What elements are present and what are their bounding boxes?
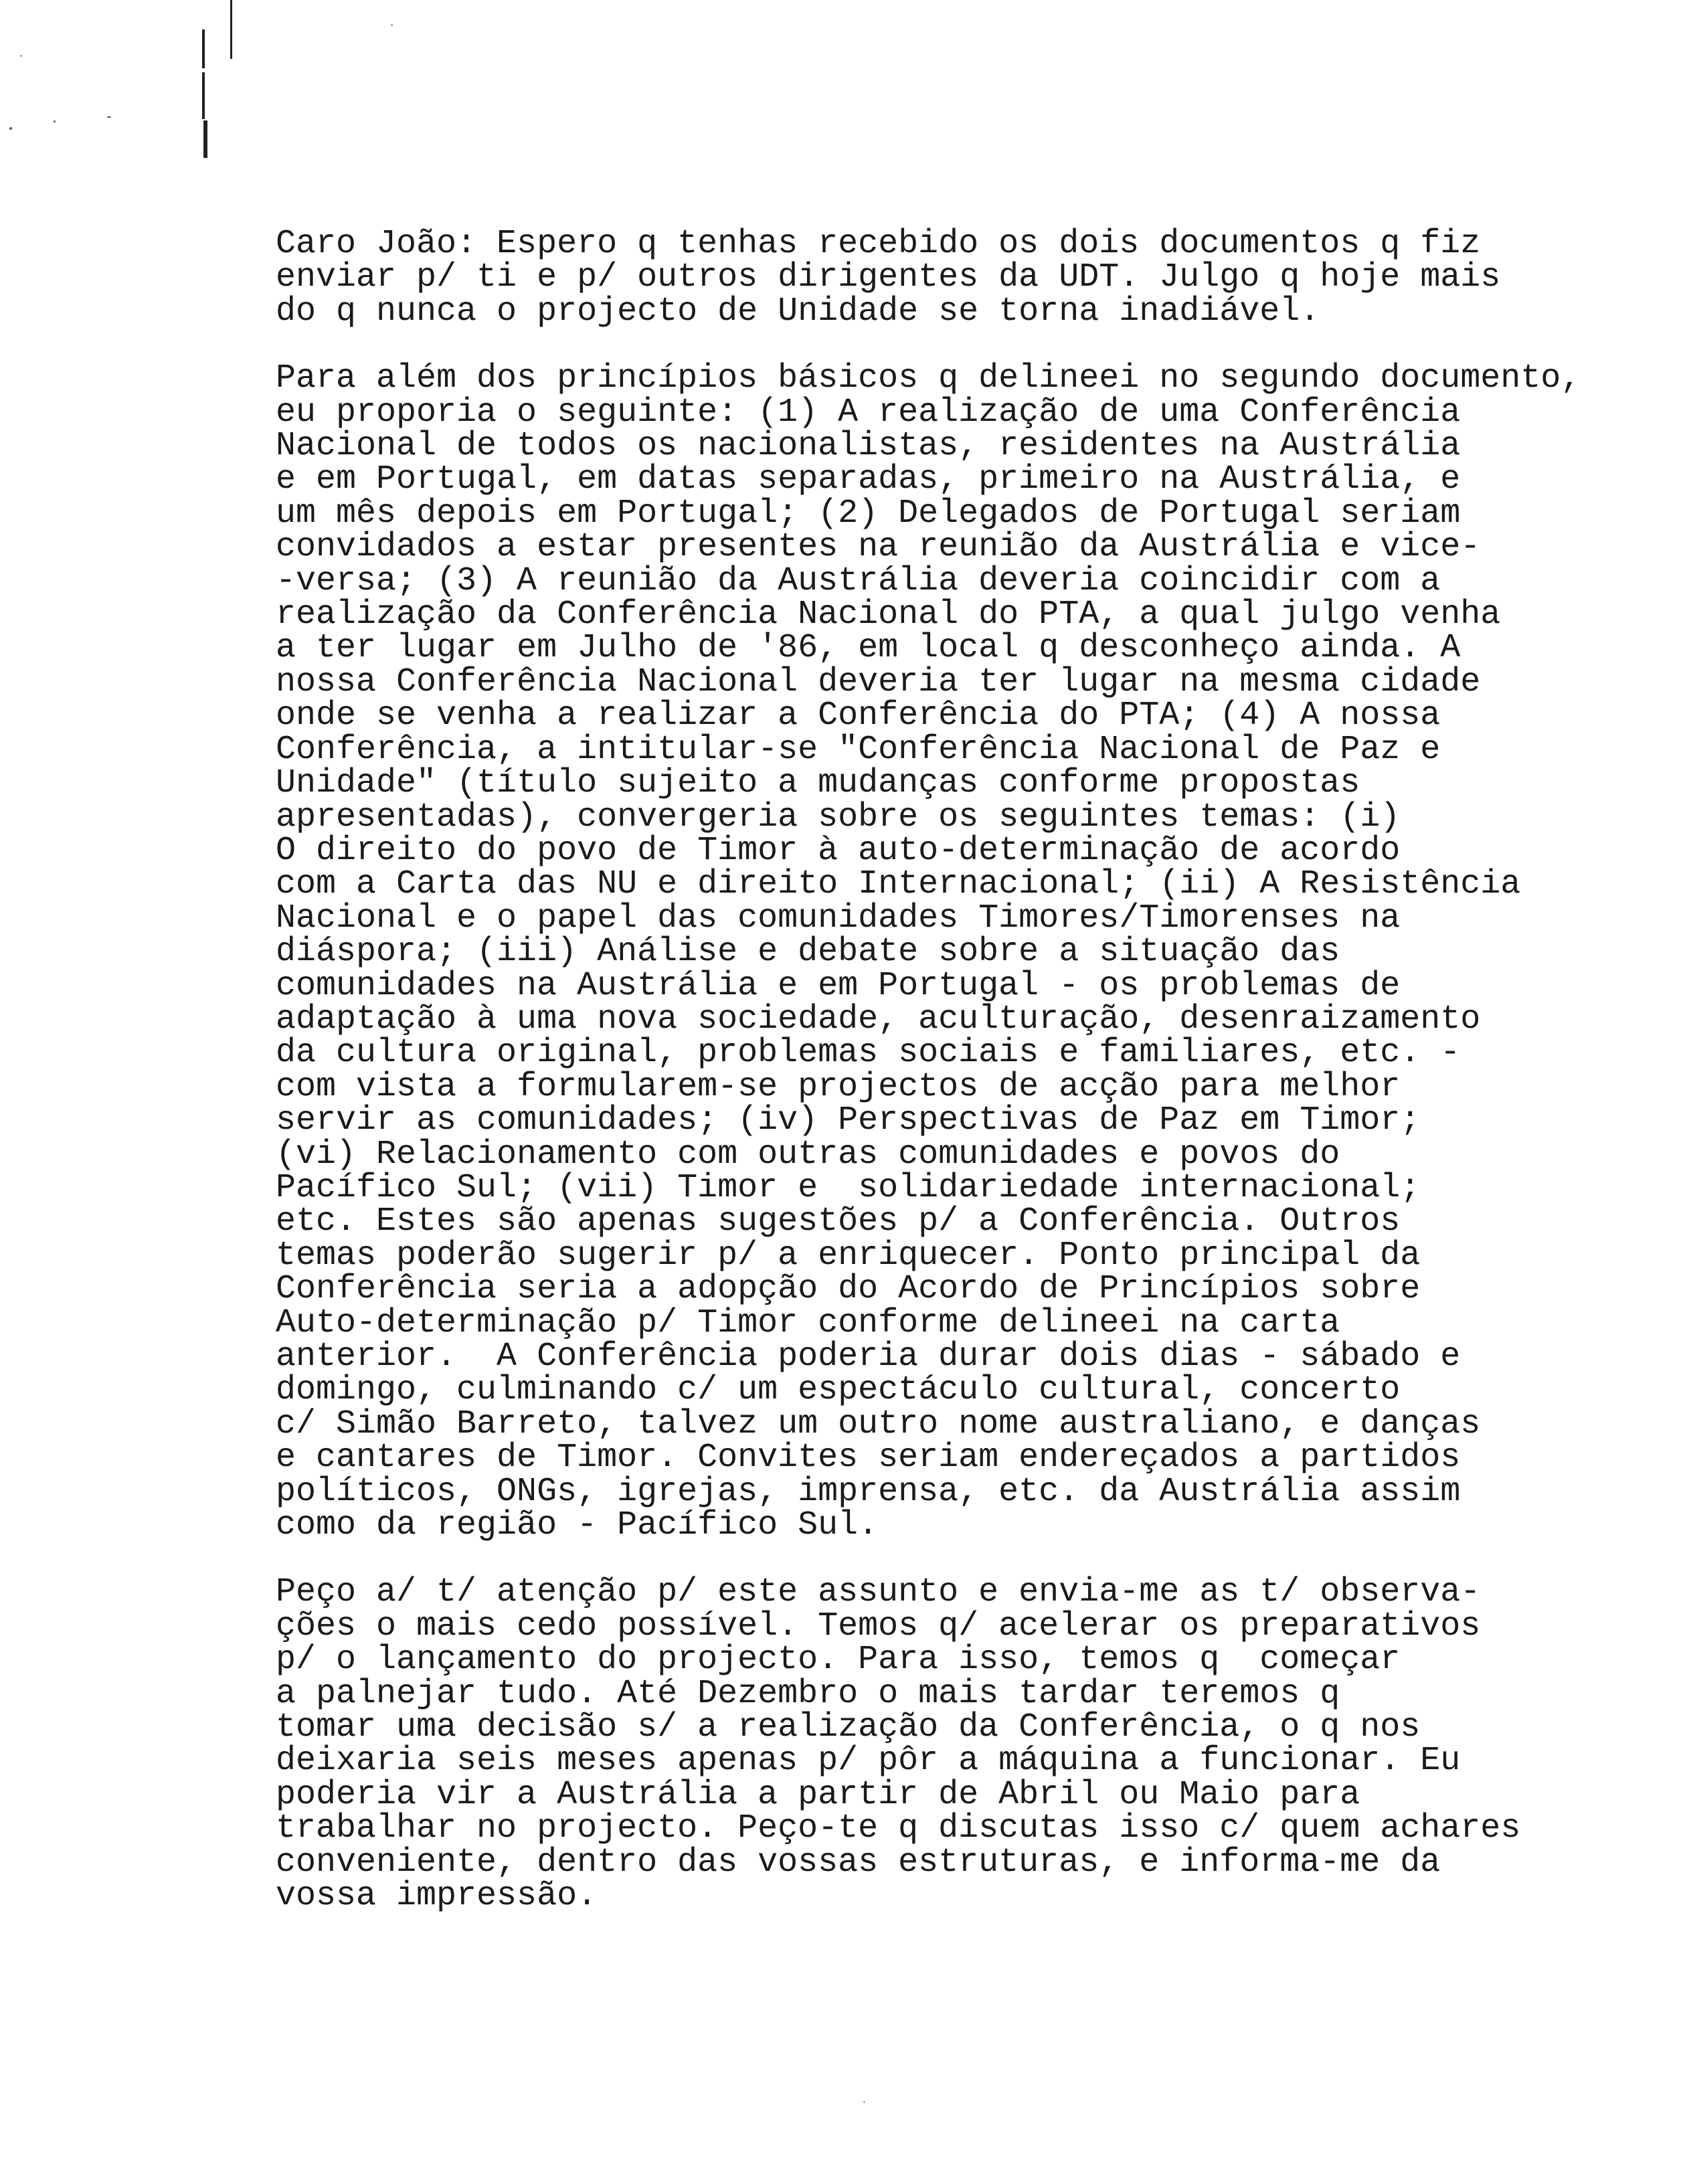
text-line: trabalhar no projecto. Peço-te q discutas isso c/ quem achares <box>276 1809 1521 1848</box>
text-line: a ter lugar em Julho de '86, em local q desconheço ainda. A <box>276 629 1461 668</box>
text-line: poderia vir a Austrália a partir de Abril ou Maio para <box>276 1775 1360 1814</box>
text-line: com a Carta das NU e direito Internacional; (ii) A Resistência <box>276 865 1521 904</box>
text-line: (vi) Relacionamento com outras comunidades e povos do <box>276 1135 1340 1174</box>
text-line: onde se venha a realizar a Conferência do PTA; (4) A nossa <box>276 697 1441 735</box>
text-line: Conferência, a intitular-se "Conferência Nacional de Paz e <box>276 730 1441 769</box>
text-line: políticos, ONGs, igrejas, imprensa, etc. da Austrália assim <box>276 1472 1461 1511</box>
text-line: c/ Simão Barreto, talvez um outro nome australiano, e danças <box>276 1404 1481 1443</box>
text-line: da cultura original, problemas sociais e familiares, etc. - <box>276 1034 1461 1073</box>
text-line: Auto-determinação p/ Timor conforme delineei na carta <box>276 1303 1340 1342</box>
scan-artifact-mark <box>203 120 207 158</box>
text-line: convidados a estar presentes na reunião da Austrália e vice- <box>276 528 1481 567</box>
text-line: Nacional e o papel das comunidades Timores/Timorenses na <box>276 899 1401 937</box>
scan-speck <box>20 55 22 57</box>
text-line: domingo, culminando c/ um espectáculo cultural, concerto <box>276 1371 1401 1410</box>
text-line: Pacífico Sul; (vii) Timor e solidariedade internacional; <box>276 1168 1421 1207</box>
text-line: ções o mais cedo possível. Temos q/ acelerar os preparativos <box>276 1607 1481 1645</box>
text-line: diáspora; (iii) Análise e debate sobre a situação das <box>276 933 1340 972</box>
text-line: nossa Conferência Nacional deveria ter lugar na mesma cidade <box>276 662 1481 701</box>
text-line: etc. Estes são apenas sugestões p/ a Conferência. Outros <box>276 1202 1401 1241</box>
text-line: Peço a/ t/ atenção p/ este assunto e envia-me as t/ observa- <box>276 1573 1481 1612</box>
text-line: -versa; (3) A reunião da Austrália deveria coincidir com a <box>276 561 1441 600</box>
text-line: tomar uma decisão s/ a realização da Conferência, o q nos <box>276 1708 1421 1747</box>
text-line: Caro João: Espero q tenhas recebido os dois documentos q fiz <box>276 225 1481 263</box>
text-line: adaptação à uma nova sociedade, aculturação, desenraizamento <box>276 1000 1481 1038</box>
letter-paragraph <box>276 227 1654 329</box>
scan-artifact-mark <box>202 29 205 68</box>
text-line: um mês depois em Portugal; (2) Delegados de Portugal seriam <box>276 494 1461 533</box>
letter-body <box>276 227 1654 1914</box>
scan-artifact-mark <box>230 0 232 59</box>
text-line: comunidades na Austrália e em Portugal - os problemas de <box>276 966 1401 1005</box>
text-line: vossa impressão. <box>276 1877 598 1916</box>
text-line: O direito do povo de Timor à auto-determinação de acordo <box>276 831 1401 870</box>
text-line: eu proporia o seguinte: (1) A realização de uma Conferência <box>276 393 1461 432</box>
text-line: como da região - Pacífico Sul. <box>276 1506 879 1545</box>
scan-speck <box>54 120 56 122</box>
scan-artifact-mark <box>202 72 205 119</box>
text-line: a palnejar tudo. Até Dezembro o mais tardar teremos q <box>276 1674 1340 1713</box>
scan-speck <box>9 127 12 130</box>
text-line: conveniente, dentro das vossas estruturas, e informa-me da <box>276 1843 1441 1882</box>
scan-speck <box>107 116 111 118</box>
text-line: apresentadas), convergeria sobre os seguintes temas: (i) <box>276 798 1401 836</box>
text-line: servir as comunidades; (iv) Perspectivas de Paz em Timor; <box>276 1101 1421 1140</box>
text-line: p/ o lançamento do projecto. Para isso, temos q começar <box>276 1641 1401 1679</box>
text-line: do q nunca o projecto de Unidade se torna inadiável. <box>276 292 1320 331</box>
text-line: realização da Conferência Nacional do PTA, a qual julgo venha <box>276 596 1501 634</box>
text-line: Unidade" (título sujeito a mudanças conforme propostas <box>276 764 1360 803</box>
text-line: temas poderão sugerir p/ a enriquecer. Ponto principal da <box>276 1236 1421 1275</box>
text-line: Para além dos princípios básicos q delineei no segundo documento, <box>276 359 1581 398</box>
text-line: Conferência seria a adopção do Acordo de Princípios sobre <box>276 1270 1421 1309</box>
text-line: enviar p/ ti e p/ outros dirigentes da UDT. Julgo q hoje mais <box>276 258 1501 297</box>
text-line: com vista a formularem-se projectos de acção para melhor <box>276 1067 1401 1106</box>
scan-speck <box>391 24 393 26</box>
text-line: Nacional de todos os nacionalistas, residentes na Austrália <box>276 427 1461 466</box>
text-line: deixaria seis meses apenas p/ pôr a máquina a funcionar. Eu <box>276 1742 1461 1781</box>
text-line: e em Portugal, em datas separadas, primeiro na Austrália, e <box>276 460 1461 499</box>
scan-speck <box>863 2101 865 2103</box>
text-line: anterior. A Conferência poderia durar dois dias - sábado e <box>276 1338 1461 1376</box>
text-line: e cantares de Timor. Convites seriam endereçados a partidos <box>276 1439 1461 1477</box>
letter-paragraph <box>276 359 1654 1545</box>
letter-paragraph <box>276 1573 1654 1916</box>
